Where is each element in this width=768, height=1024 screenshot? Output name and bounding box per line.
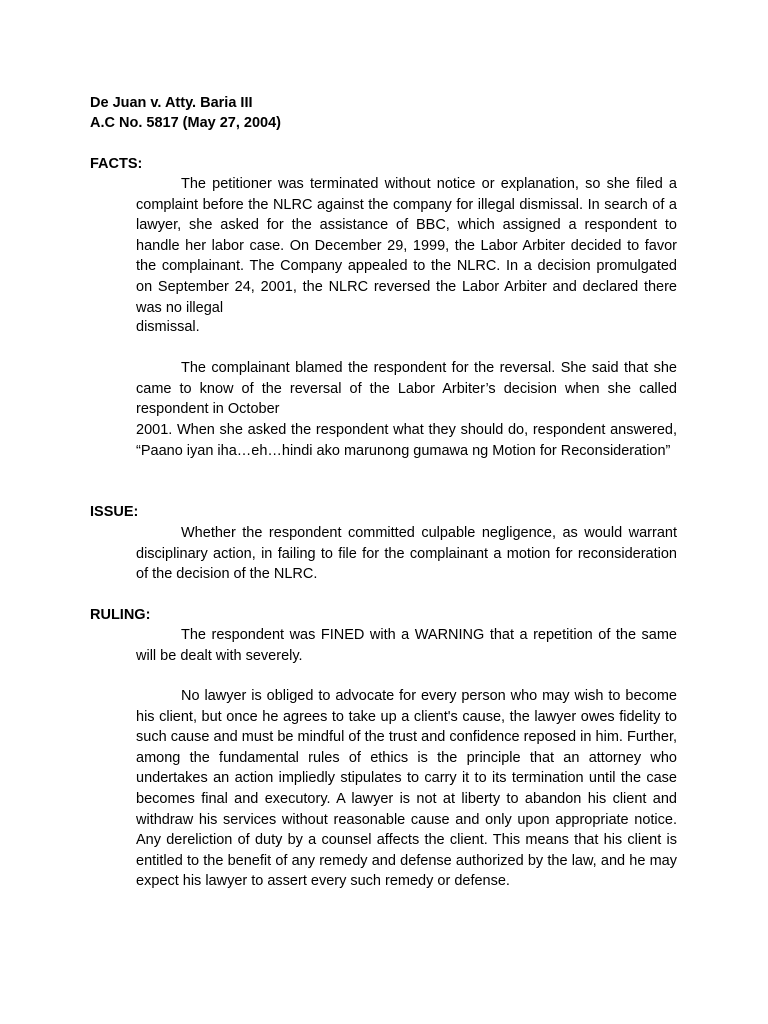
facts-heading: FACTS: [90,156,143,172]
issue-heading: ISSUE: [90,504,139,520]
ruling-heading: RULING: [90,607,151,623]
facts-paragraph-1: The petitioner was terminated without notice or explanation, so she filed a complaint before the NLRC against the company for illegal dismissal. In search of a lawyer, she asked for the assistance of BBC, which assigned a respondent to handle her labor case. On December 29, 1999, the Labor Arbiter decided to favor the complainant. The Company appealed to the NLRC. In a decision promulgated on September 24, 2001, the NLRC reversed the Labor Arbiter and declared there was no illegal [136,176,677,316]
facts-paragraph-2: The complainant blamed the respondent for the reversal. She said that she came to know of the reversal of the Labor Arbiter’s decision when she called respondent in October [136,360,677,418]
ruling-paragraph-2: No lawyer is obliged to advocate for every person who may wish to become his client, but once he agrees to take up a client's cause, the lawyer owes fidelity to such cause and must be mindful of the trust and confidence reposed in him. Further, among the fundamental rules of ethics is the principle that an attorney who undertakes an action impliedly stipulates to carry it to its termination until the case becomes final and executory. A lawyer is not at liberty to abandon his client and withdraw his services without reasonable cause and only upon appropriate notice. Any dereliction of duty by a counsel affects the client. This means that his client is entitled to the benefit of any remedy and defense authorized by the law, and he may expect his lawyer to assert every such remedy or defense. [136,688,677,890]
issue-paragraph: Whether the respondent committed culpable negligence, as would warrant disciplinary action, in failing to file for the complainant a motion for reconsideration of the decision of the NLRC. [136,525,677,583]
facts-paragraph-2-tail: 2001. When she asked the respondent what they should do, respondent answered, “Paano iyan iha…eh…hindi ako marunong gumawa ng Motion for Reconsideration” [136,422,677,459]
ruling-paragraph-1: The respondent was FINED with a WARNING that a repetition of the same will be dealt with severely. [136,627,677,664]
facts-paragraph-1-tail: dismissal. [136,319,200,335]
case-title: De Juan v. Atty. Baria III [90,95,253,111]
case-citation: A.C No. 5817 (May 27, 2004) [90,115,282,131]
